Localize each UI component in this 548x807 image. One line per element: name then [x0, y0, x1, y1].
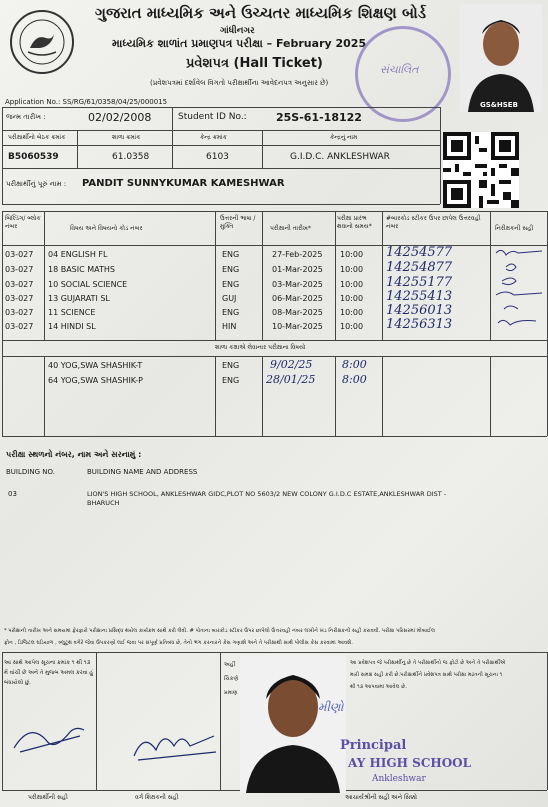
student-id-label: Student ID No.:	[178, 112, 247, 122]
exam-name: માધ્યમિક શાળાંત પ્રમાણપત્ર પરીક્ષા – February 2025	[112, 37, 367, 50]
invigilator-sign-header: નિરીક્ષકની સહી	[495, 225, 534, 232]
hall-ticket-page: ગુજરાત માધ્યમિક અને ઉચ્ચતર માધ્યમિક શિક્ષણ બોર્ડ ગાંધીનગર માધ્યમિક શાળાંત પ્રમાણપત્ર પરીક્ષા – February 2025 પ્રવેશપત્ર (Hall Ticket) (પ્રવેશપત્રમાં દર્શાવેલ વિગતો પરીક્ષાર્થીના આવેદનપત્ર અનુસાર છે) સંચાલિત GS&HSEB Application No.: SS/RG/61/0358/04/25/000015 જન્મ તારીખ : 02/02/2008 Student ID No.: 25S-61-18122 પરીક્ષાર્થીનો બેઠક ક્રમાંક શાળા ક્રમાંક કેન્દ્ર ક્રમાંક કેન્દ્રનું નામ B5060539 61.0358 6103 G.I.D.C. ANKLESHWAR પરીક્ષાર્થીનું પૂરું નામ : PANDIT SUNNYKUMAR KAMESHWAR બિલ્ડિંગ/ બ્લોક નંબર વિષય અને વિષયનો કોડ નંબર ઉત્તરની ભાષા /મુક્તિ પરીક્ષાની તારીખ* પરીક્ષા પ્રારંભ થવાનો સમય* #બારકોડ સ્ટીકર ઉપર છાપેલ ઉત્તરવહી નંબર નિરીક્ષકની સહી 03-027 04 ENGLISH FL ENG 27-Feb-2025 10:00 14254577 03-027 18 BASIC MATHS ENG 01-Mar-2025 10:00 14254877 03-027 10 SOCIAL SCIENCE ENG 03-Mar-2025 10:00 14255177 03-027 13 GUJARATI SL GUJ 06-Mar-2025 10:00 14255413 03-027 11 SCIENCE ENG 08-Mar-2025 10:00 14256013 03-027 14 HINDI SL HIN 10-Mar-2025 10:00 14256313 શાળા કક્ષાએ લેવાનાર પરીક્ષાના વિષયો 40 YOG,SWA SHASHIK-T ENG 9/02/25 8:00 64 YOG,SWA SHASHIK-P ENG 28/01/25 8:00 પરીક્ષા સ્થળનો નંબર, નામ અને સરનામું : BUILDING NO. BUILDING NAME AND ADDRESS 03 LION'S HIGH SCHOOL, ANKLESHWAR GIDC,PLOT NO 5603/2 NEW COLONY G.I.D.C ESTATE,ANKLESHWAR DIST - BHARUCH * પરીક્ષાની તારીખ અને સમયમાં ફેરફારો પરીક્ષાના પ્રસિદ્ધ થયેલ કાર્યક્રમ સાથે કરી લેવી. # પોતાના બારકોડ સ્ટીકર ઉપર છાપેલો ઉત્તરવહી નંબર લખીને ખંડ નિરીક્ષકની સહી કરાવવી. પરીક્ષા પરિસરમાં મોબાઈલ ફોન , ડિજિટલ ઘડિયાળ , બ્લુટૂથ વગેરે જેવા ઉપકરણો લઈ જવા પર સંપૂર્ણ પ્રતિબંધ છે, તેનો ભંગ કરનારને કેસ ગણાશે અને તે પરીક્ષાથી સાથે પોલીસ કેસ કરવામાં આવશે. આ સાથે આપેલ સૂચના ક્રમાંક ૧ થી ૧૩ મેં વાંચી છે અને તે મુજબ અમલ કરવા હું બંધાયેલો છું. અહીં ચિકણે પ્રમાણ આ પ્રવેશપત્ર જે પરીક્ષાર્થીનું છે તે પરીક્ષાર્થીનો જ ફોટો છે અને તે પરીક્ષાર્થીએ મારી સમક્ષ સહી કરી છે.પરીક્ષાર્થીને પ્રવેશપત્ર સાથે પરીક્ષા મઢતની સૂચના ૧ થી ૧૩ આપવામાં આવેલ છે. મીણો Principal AY HIGH SCHOOL Ankleshwar પરીક્ષાર્થીની સહી વર્ગ શિક્ષકની સહી આચાર્યશ્રીની સહી અને સિક્કો	[0, 0, 548, 807]
school-number-header: શાળા ક્રમાંક	[112, 134, 141, 141]
student-photo-top	[460, 4, 542, 112]
building-no-header: BUILDING NO.	[6, 468, 55, 476]
board-city: ગાંધીનગર	[220, 26, 255, 36]
subject-header: વિષય અને વિષયનો કોડ નંબર	[70, 225, 143, 232]
photo-caption: GS&HSEB	[480, 101, 518, 109]
instruction-mid-2: ચિકણે	[224, 676, 239, 682]
student-signature-label: પરીક્ષાર્થીની સહી	[28, 794, 68, 801]
stamp-text: સંચાલિત	[380, 63, 419, 76]
center-number: 6103	[206, 152, 229, 162]
instruction-right-3: થી ૧૩ આપવામાં આવેલ છે.	[350, 684, 407, 690]
dob-label: જન્મ તારીખ :	[6, 113, 46, 121]
building-no: 03	[8, 490, 17, 498]
center-name-header: કેન્દ્રનું નામ	[330, 134, 358, 141]
student-id-value: 25S-61-18122	[276, 111, 362, 124]
board-name: ગુજરાત માધ્યમિક અને ઉચ્ચતર માધ્યમિક શિક્ષણ બોર્ડ	[95, 4, 427, 22]
handwritten-note: મીણો	[318, 700, 344, 714]
school-level-subjects-heading: શાળા કક્ષાએ લેવાનાર પરીક્ષાના વિષયો	[215, 344, 306, 351]
page-subtitle: (પ્રવેશપત્રમાં દર્શાવેલ વિગતો પરીક્ષાર્થીના આવેદનપત્ર અનુસાર છે)	[150, 79, 329, 87]
full-name-label: પરીક્ષાર્થીનું પૂરું નામ :	[6, 180, 67, 188]
school-number: 61.0358	[112, 152, 150, 162]
note-line-1: * પરીક્ષાની તારીખ અને સમયમાં ફેરફારો પરીક્ષાના પ્રસિદ્ધ થયેલ કાર્યક્રમ સાથે કરી લેવી. # પોતાના બારકોડ સ્ટીકર ઉપર છાપેલો ઉત્તરવહી નંબર લખીને ખંડ નિરીક્ષકની સહી કરાવવી. પરીક્ષા પરિસરમાં મોબાઈલ	[4, 628, 436, 634]
instruction-right-1: આ પ્રવેશપત્ર જે પરીક્ષાર્થીનું છે તે પરીક્ષાર્થીનો જ ફોટો છે અને તે પરીક્ષાર્થીએ	[350, 660, 506, 666]
language-header: ઉત્તરની ભાષા /મુક્તિ	[220, 215, 256, 230]
block-header: બિલ્ડિંગ/ બ્લોક નંબર	[5, 215, 41, 230]
page-title: પ્રવેશપત્ર (Hall Ticket)	[186, 56, 323, 71]
building-address-line2: BHARUCH	[87, 499, 120, 507]
instruction-mid-1: અહીં	[224, 662, 236, 668]
board-logo-icon	[10, 10, 74, 74]
principal-school: AY HIGH SCHOOL	[348, 756, 472, 770]
principal-title: Principal	[340, 738, 407, 753]
principal-signature-label: આચાર્યશ્રીની સહી અને સિક્કો	[345, 794, 417, 801]
barcode-header: #બારકોડ સ્ટીકર ઉપર છાપેલ ઉત્તરવહી નંબર	[386, 215, 481, 230]
instruction-mid-3: પ્રમાણ	[224, 690, 238, 696]
teacher-signature-label: વર્ગ શિક્ષકની સહી	[135, 794, 179, 801]
student-signature	[10, 718, 90, 758]
exam-date-header: પરીક્ષાની તારીખ*	[270, 225, 311, 232]
note-line-2: ફોન , ડિજિટલ ઘડિયાળ , બ્લુટૂથ વગેરે જેવા ઉપકરણો લઈ જવા પર સંપૂર્ણ પ્રતિબંધ છે, તેનો ભંગ કરનારને કેસ ગણાશે અને તે પરીક્ષાથી સાથે પોલીસ કેસ કરવામાં આવશે.	[4, 640, 353, 646]
venue-label: પરીક્ષા સ્થળનો નંબર, નામ અને સરનામું :	[6, 450, 142, 459]
instruction-left-1: આ સાથે આપેલ સૂચના ક્રમાંક ૧ થી ૧૩	[4, 660, 91, 666]
principal-place: Ankleshwar	[372, 774, 426, 784]
seat-number: B5060539	[8, 152, 59, 162]
instruction-left-3: બંધાયેલો છું.	[4, 680, 31, 686]
building-address-line1: LION'S HIGH SCHOOL, ANKLESHWAR GIDC,PLOT NO 5603/2 NEW COLONY G.I.D.C ESTATE,ANKLESHWAR DIST -	[87, 490, 447, 498]
building-address-header: BUILDING NAME AND ADDRESS	[87, 468, 198, 476]
center-name: G.I.D.C. ANKLESHWAR	[290, 152, 390, 162]
start-time-header: પરીક્ષા પ્રારંભ થવાનો સમય*	[337, 215, 372, 230]
application-number: Application No.: SS/RG/61/0358/04/25/000015	[5, 98, 168, 106]
class-teacher-signature	[130, 722, 220, 762]
full-name: PANDIT SUNNYKUMAR KAMESHWAR	[82, 178, 285, 189]
instruction-right-2: મારી સમક્ષ સહી કરી છે.પરીક્ષાર્થીને પ્રવેશપત્ર સાથે પરીક્ષા મઢતની સૂચના ૧	[350, 672, 503, 678]
invigilator-signatures	[492, 245, 547, 340]
qr-code-icon	[443, 132, 519, 208]
center-number-header: કેન્દ્ર ક્રમાંક	[200, 134, 227, 141]
seat-number-header: પરીક્ષાર્થીનો બેઠક ક્રમાંક	[8, 134, 66, 141]
instruction-left-2: મેં વાંચી છે અને તે મુજબ અમલ કરવા હું	[4, 670, 94, 676]
dob-value: 02/02/2008	[88, 111, 152, 124]
student-photo-bottom	[240, 655, 346, 793]
